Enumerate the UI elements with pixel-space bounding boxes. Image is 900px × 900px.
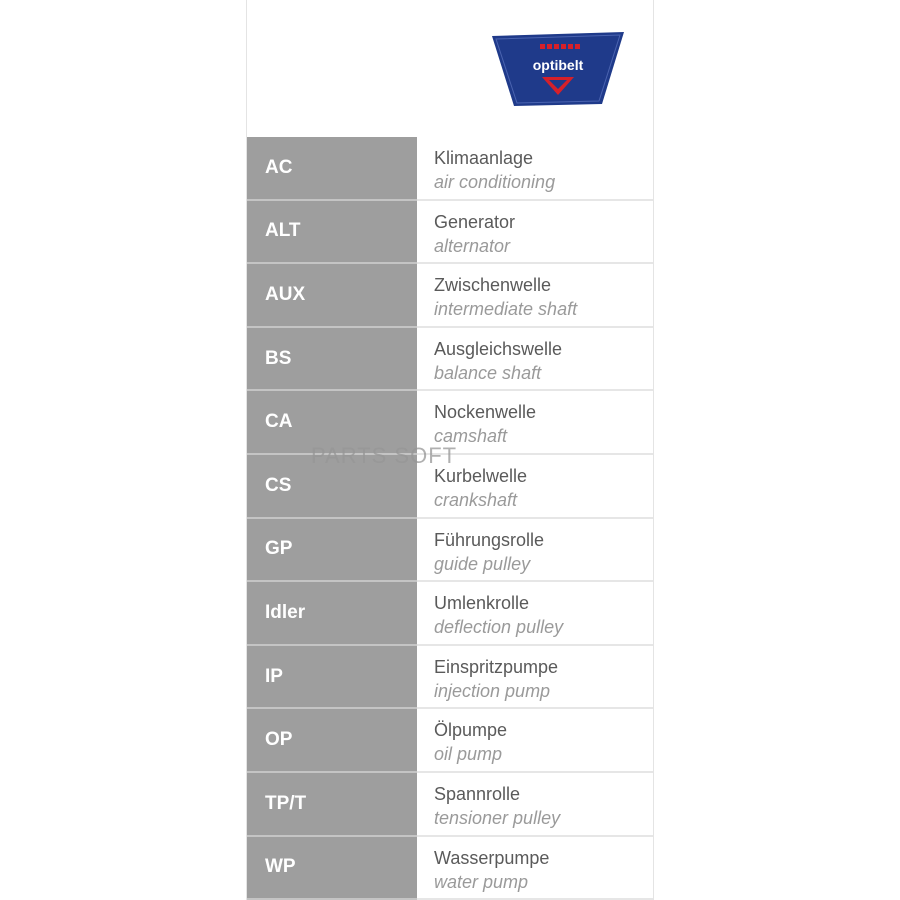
german-term: Führungsrolle bbox=[434, 529, 545, 550]
abbreviation-description bbox=[417, 646, 653, 710]
list-item bbox=[247, 837, 653, 900]
english-term: intermediate shaft bbox=[434, 299, 578, 320]
english-term: tensioner pulley bbox=[434, 807, 561, 828]
german-term: Klimaanlage bbox=[434, 148, 534, 168]
list-item bbox=[247, 582, 653, 646]
abbreviation-code: GP bbox=[247, 519, 417, 583]
german-term: Generator bbox=[434, 211, 516, 232]
german-term: Zwischenwelle bbox=[434, 275, 552, 296]
list-item bbox=[247, 137, 653, 201]
logo-area bbox=[247, 0, 653, 137]
abbreviation-code: ALT bbox=[247, 201, 417, 265]
list-item bbox=[247, 391, 653, 455]
list-item bbox=[247, 264, 653, 328]
abbreviation-description bbox=[417, 455, 653, 519]
abbreviation-description bbox=[417, 582, 653, 646]
english-term: balance shaft bbox=[434, 362, 542, 383]
abbreviation-description bbox=[417, 201, 653, 265]
english-term: alternator bbox=[434, 235, 511, 256]
abbreviation-code: Idler bbox=[247, 582, 417, 646]
abbreviation-code: CS bbox=[247, 455, 417, 519]
optibelt-logo bbox=[490, 30, 626, 108]
english-term: guide pulley bbox=[434, 553, 531, 574]
abbreviation-code: CA bbox=[247, 391, 417, 455]
english-term: oil pump bbox=[434, 744, 503, 765]
german-term: Kurbelwelle bbox=[434, 465, 528, 486]
list-item bbox=[247, 201, 653, 265]
list-item bbox=[247, 455, 653, 519]
legend-panel bbox=[246, 0, 654, 900]
abbreviation-code: TP/T bbox=[247, 773, 417, 837]
list-item bbox=[247, 709, 653, 773]
logo-text: optibelt bbox=[532, 57, 584, 73]
german-term: Umlenkrolle bbox=[434, 593, 530, 614]
abbreviation-code: IP bbox=[247, 646, 417, 710]
watermark: PARTS SOFT bbox=[311, 443, 458, 468]
abbreviation-description bbox=[417, 773, 653, 837]
abbreviation-description bbox=[417, 519, 653, 583]
list-item bbox=[247, 646, 653, 710]
abbreviation-code: OP bbox=[247, 709, 417, 773]
abbreviation-description bbox=[417, 328, 653, 392]
english-term: camshaft bbox=[434, 426, 508, 447]
german-term: Ausgleichswelle bbox=[434, 338, 563, 359]
english-term: water pump bbox=[434, 871, 529, 892]
german-term: Nockenwelle bbox=[434, 402, 537, 423]
abbreviation-code: AUX bbox=[247, 264, 417, 328]
german-term: Spannrolle bbox=[434, 783, 521, 804]
abbreviation-description bbox=[417, 837, 653, 900]
list-item bbox=[247, 773, 653, 837]
abbreviation-code: BS bbox=[247, 328, 417, 392]
abbreviation-description bbox=[417, 391, 653, 455]
german-term: Ölpumpe bbox=[434, 720, 508, 741]
abbreviation-code: AC bbox=[247, 137, 417, 201]
english-term: injection pump bbox=[434, 680, 551, 701]
english-term: deflection pulley bbox=[434, 617, 564, 638]
list-item bbox=[247, 519, 653, 583]
abbreviation-code: WP bbox=[247, 837, 417, 900]
abbreviation-list bbox=[247, 137, 653, 900]
abbreviation-description bbox=[417, 709, 653, 773]
abbreviation-description bbox=[417, 264, 653, 328]
german-term: Wasserpumpe bbox=[434, 847, 550, 868]
english-term: air conditioning bbox=[434, 172, 556, 192]
english-term: crankshaft bbox=[434, 489, 518, 510]
list-item bbox=[247, 328, 653, 392]
abbreviation-description bbox=[417, 137, 653, 201]
german-term: Einspritzpumpe bbox=[434, 656, 559, 677]
